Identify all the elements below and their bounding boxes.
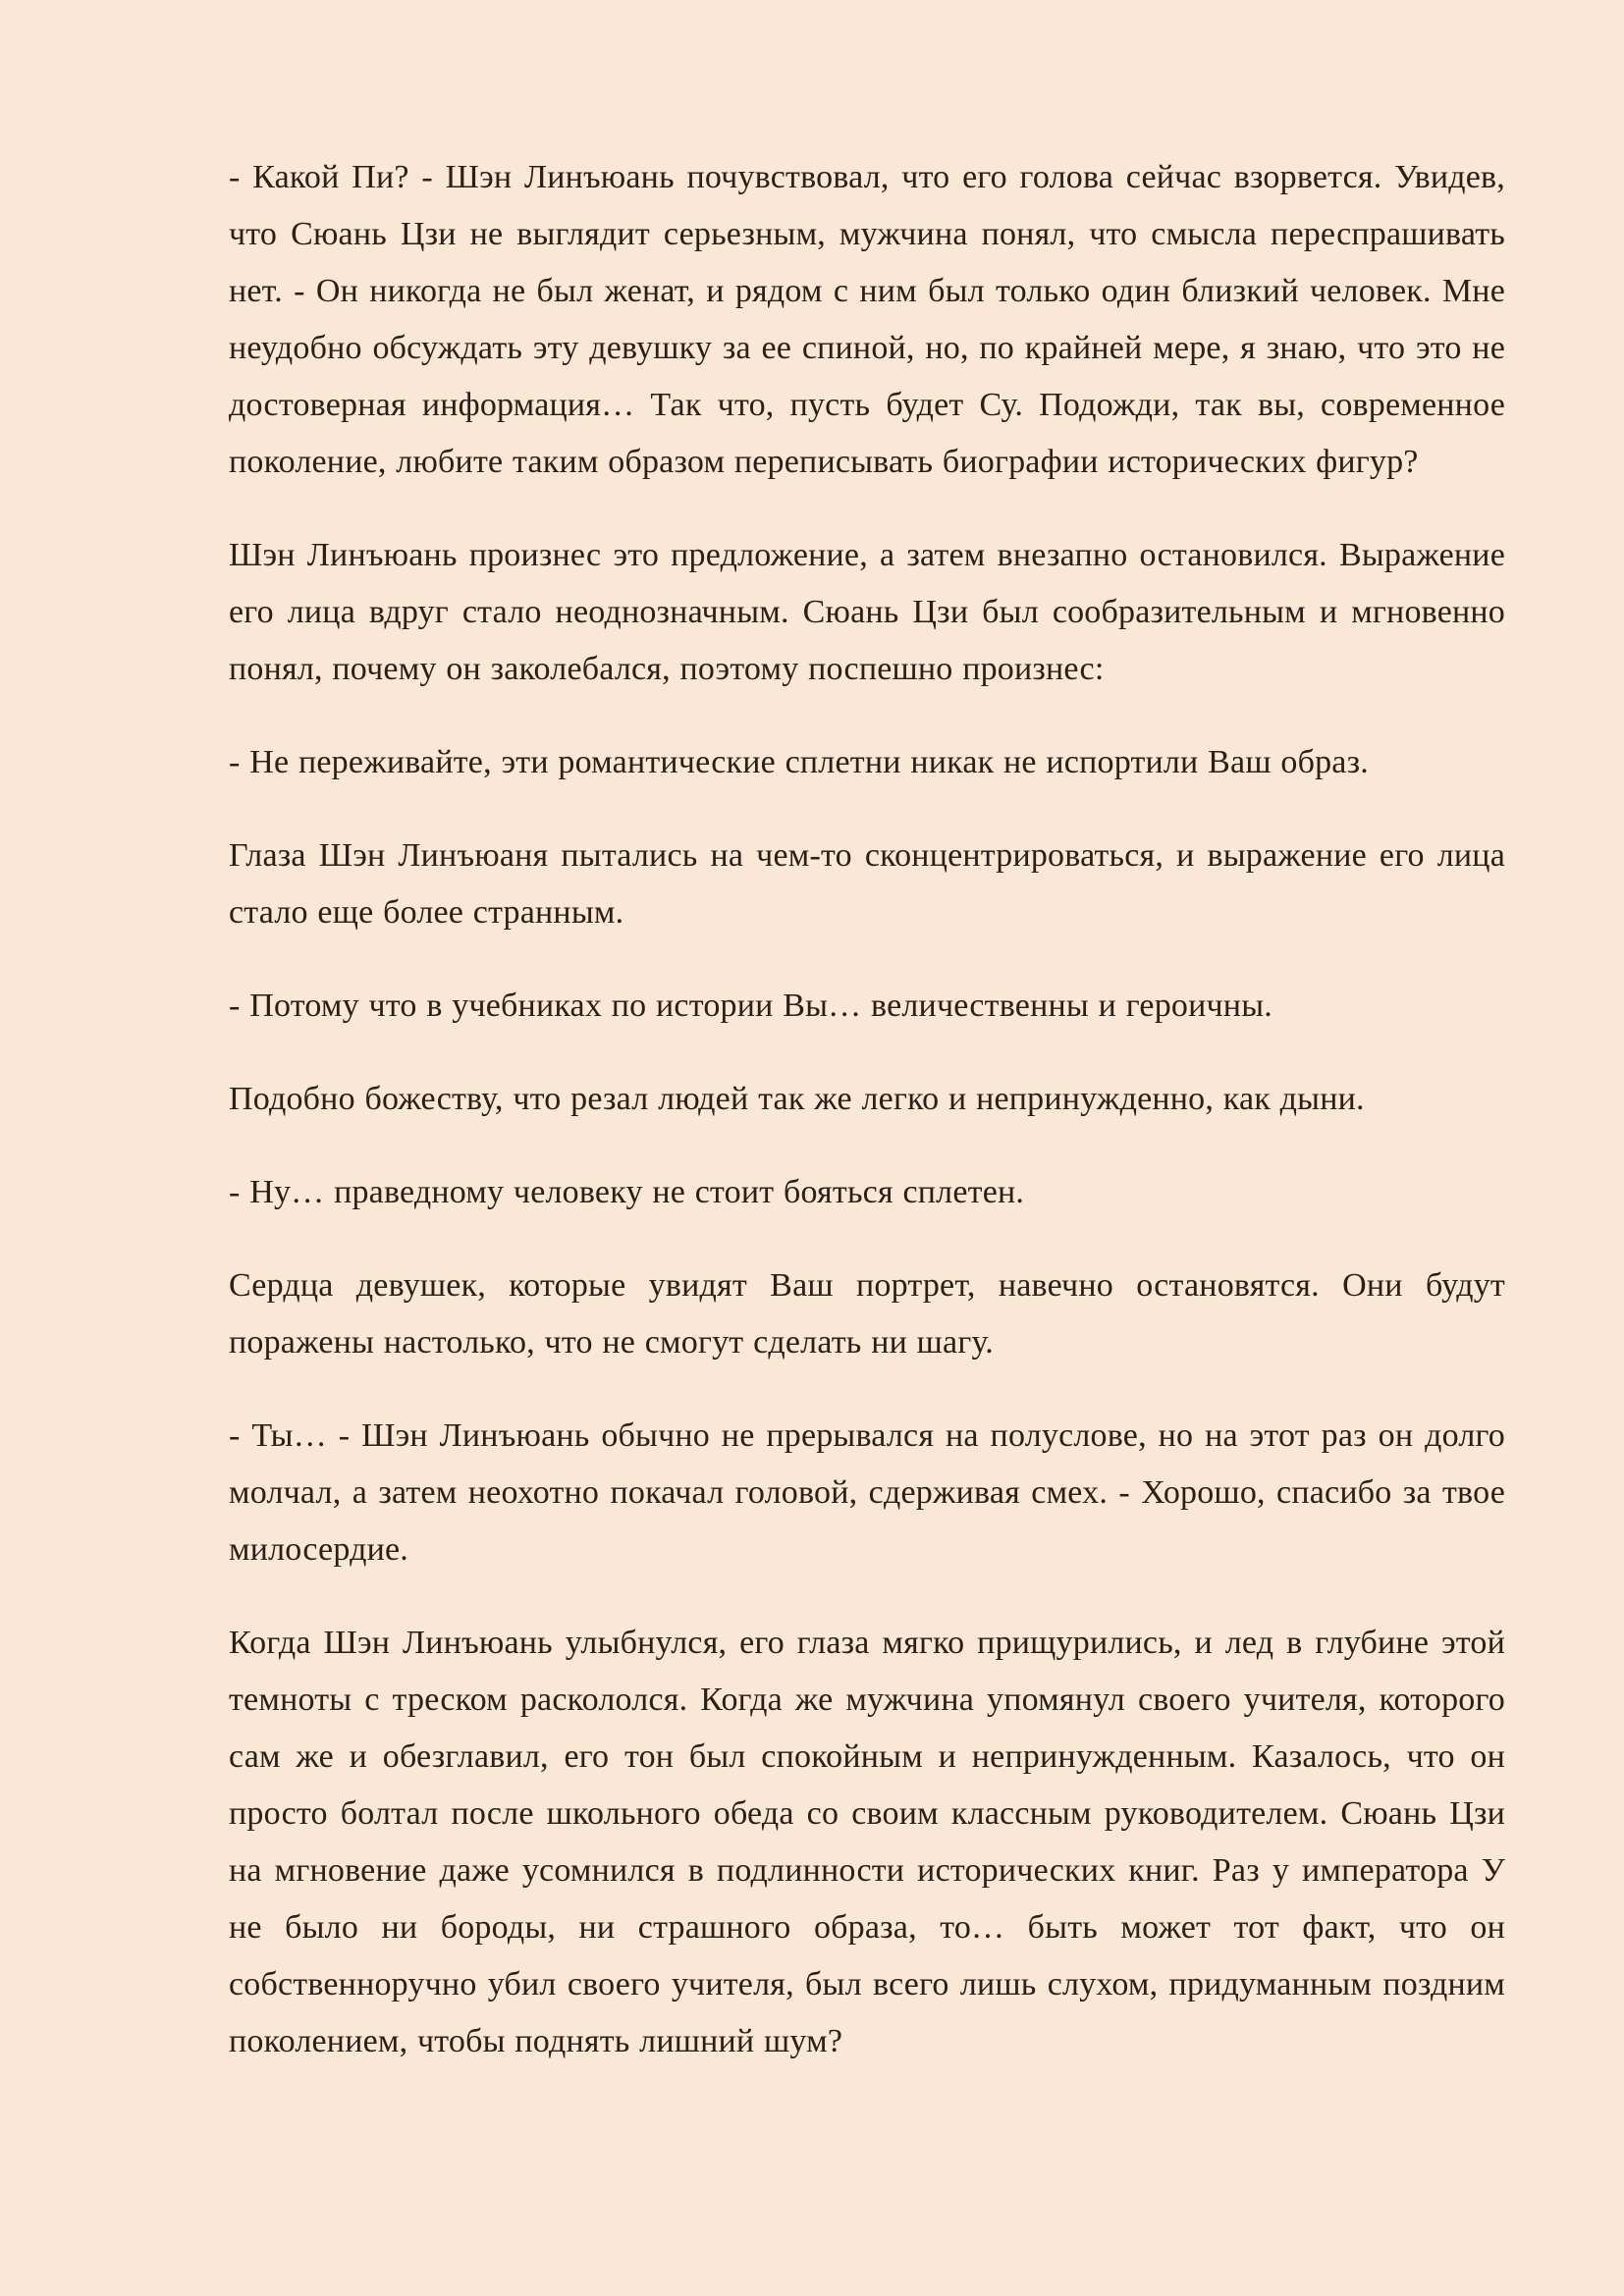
paragraph-7: - Ну… праведному человеку не стоит бояться сплетен. [229,1174,1025,1210]
paragraph-10: Когда Шэн Линъюань улыбнулся, его глаза мягко прищурились, и лед в глубине этой темноты с треском раскололся. Когда же мужчина упомянул своего учителя, которого сам же и обезглавил, его тон был спокойным и непринужденным. Казалось, что он просто болтал после школьного обеда со своим классным руководителем. Сюань Цзи на мгновение даже усомнился в подлинности исторических книг. Раз у императора У не было ни бороды, ни страшного образа, то… быть может тот факт, что он собственноручно убил своего учителя, был всего лишь слухом, придуманным поздним поколением, чтобы поднять лишний шум? [229,1625,1505,2059]
paragraph-2: Шэн Линъюань произнес это предложение, а затем внезапно остановился. Выражение его лица вдруг стало неоднозначным. Сюань Цзи был сообразительным и мгновенно понял, почему он заколебался, поэтому поспешно произнес: [229,537,1505,687]
paragraph-3: - Не переживайте, эти романтические сплетни никак не испортили Ваш образ. [229,744,1369,780]
paragraph-8: Сердца девушек, которые увидят Ваш портрет, навечно остановятся. Они будут поражены настолько, что не смогут сделать ни шагу. [229,1267,1505,1361]
paragraph-6: Подобно божеству, что резал людей так же легко и непринужденно, как дыни. [229,1081,1365,1117]
paragraph-5: - Потому что в учебниках по истории Вы… величественны и героичны. [229,988,1272,1024]
paragraph-4: Глаза Шэн Линъюаня пытались на чем-то сконцентрироваться, и выражение его лица стало еще более странным. [229,837,1505,931]
text-content [229,149,1505,2070]
paragraph-9: - Ты… - Шэн Линъюань обычно не прерывался на полуслове, но на этот раз он долго молчал, а затем неохотно покачал головой, сдерживая смех. - Хорошо, спасибо за твое милосердие. [229,1417,1505,1568]
paragraph-1: - Какой Пи? - Шэн Линъюань почувствовал, что его голова сейчас взорвется. Увидев, что Сюань Цзи не выглядит серьезным, мужчина понял, что смысла переспрашивать нет. - Он никогда не был женат, и рядом с ним был только один близкий человек. Мне неудобно обсуждать эту девушку за ее спиной, но, по крайней мере, я знаю, что это не достоверная информация… Так что, пусть будет Су. Подожди, так вы, современное поколение, любите таким образом переписывать биографии исторических фигур? [229,159,1505,480]
